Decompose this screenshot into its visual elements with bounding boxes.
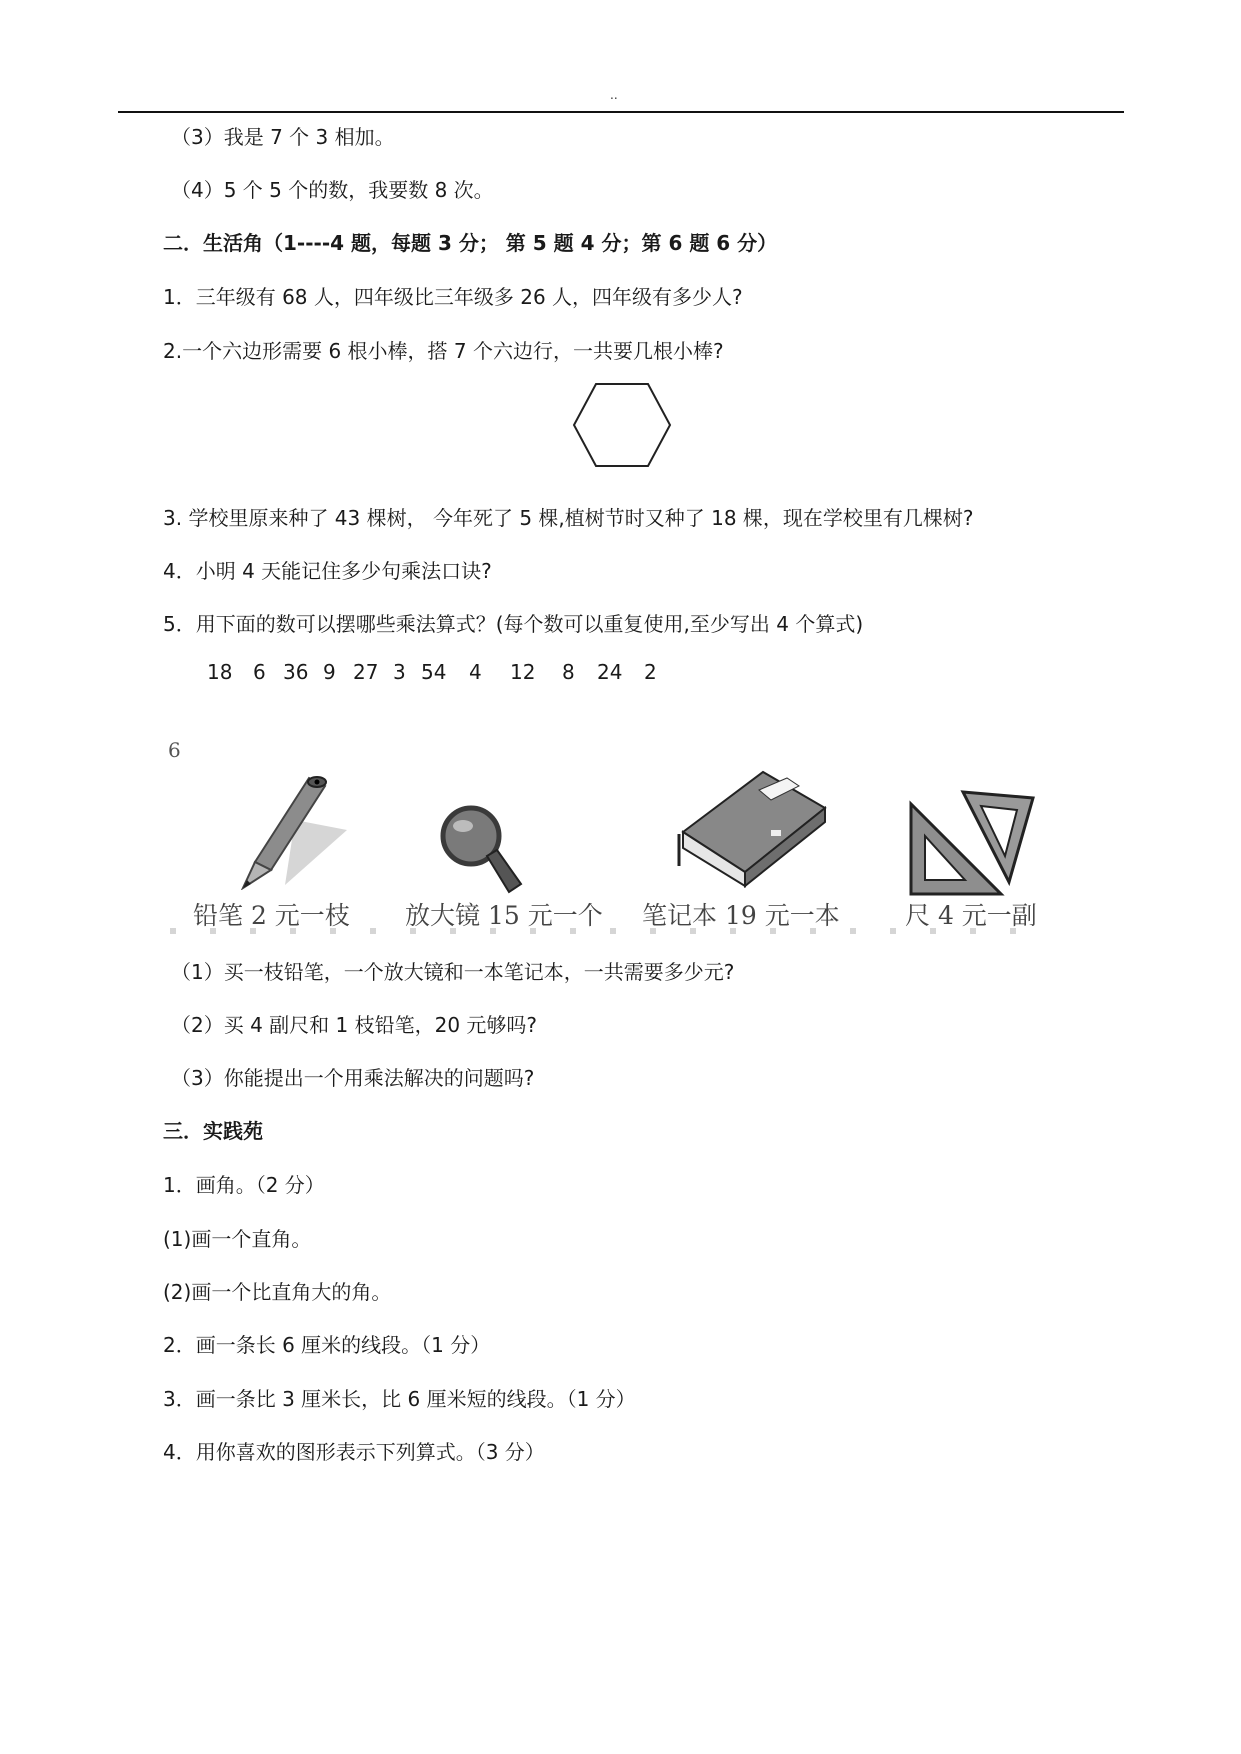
number-item: 3 — [393, 660, 406, 684]
section-2-title: 二．生活角（1----4 题，每题 3 分； 第 5 题 4 分；第 6 题 6 分） — [163, 231, 778, 255]
question-1: 1．三年级有 68 人，四年级比三年级多 26 人，四年级有多少人? — [163, 285, 743, 309]
question-6-3: （3）你能提出一个用乘法解决的问题吗? — [171, 1066, 535, 1090]
question-2: 2.一个六边形需要 6 根小棒，搭 7 个六边行，一共要几根小棒? — [163, 339, 724, 363]
section-3-title: 三．实践苑 — [163, 1119, 263, 1143]
header-mark: .. — [610, 88, 618, 102]
magnifier-caption: 放大镜 15 元一个 — [405, 901, 603, 930]
number-item: 36 — [283, 660, 309, 684]
notebook-icon — [675, 770, 835, 892]
number-item: 4 — [469, 660, 482, 684]
line-4: （4）5 个 5 个的数，我要数 8 次。 — [171, 178, 494, 202]
ruler-set-icon — [905, 778, 1040, 902]
question-5: 5．用下面的数可以摆哪些乘法算式？(每个数可以重复使用,至少写出 4 个算式) — [163, 612, 864, 636]
hexagon-figure — [572, 382, 672, 472]
number-item: 24 — [597, 660, 623, 684]
number-item: 9 — [323, 660, 336, 684]
practice-2: 2．画一条长 6 厘米的线段。（1 分） — [163, 1333, 491, 1357]
notebook-caption: 笔记本 19 元一本 — [642, 901, 840, 930]
line-3: （3）我是 7 个 3 相加。 — [171, 125, 395, 149]
question-6-1: （1）买一枝铅笔，一个放大镜和一本笔记本，一共需要多少元? — [171, 960, 735, 984]
pencil-icon — [225, 770, 355, 894]
number-item: 18 — [207, 660, 233, 684]
number-item: 8 — [562, 660, 575, 684]
practice-3: 3．画一条比 3 厘米长，比 6 厘米短的线段。（1 分） — [163, 1387, 636, 1411]
header-rule — [118, 111, 1124, 113]
number-item: 6 — [253, 660, 266, 684]
magnifier-icon — [435, 800, 525, 899]
number-item: 54 — [421, 660, 447, 684]
number-item: 12 — [510, 660, 536, 684]
question-6-number: 6 — [168, 738, 181, 762]
practice-1a: (1)画一个直角。 — [163, 1227, 312, 1251]
number-item: 2 — [644, 660, 657, 684]
scan-noise-strip — [170, 928, 1040, 934]
question-3: 3. 学校里原来种了 43 棵树， 今年死了 5 棵,植树节时又种了 18 棵，现在学校里有几棵树? — [163, 506, 974, 530]
practice-4: 4．用你喜欢的图形表示下列算式。（3 分） — [163, 1440, 545, 1464]
pencil-caption: 铅笔 2 元一枝 — [193, 901, 350, 930]
question-6-2: （2）买 4 副尺和 1 枝铅笔，20 元够吗? — [171, 1013, 538, 1037]
practice-1b: (2)画一个比直角大的角。 — [163, 1280, 392, 1304]
question-4: 4．小明 4 天能记住多少句乘法口诀? — [163, 559, 492, 583]
practice-1: 1．画角。（2 分） — [163, 1173, 325, 1197]
ruler-caption: 尺 4 元一副 — [905, 901, 1037, 930]
number-item: 27 — [353, 660, 379, 684]
